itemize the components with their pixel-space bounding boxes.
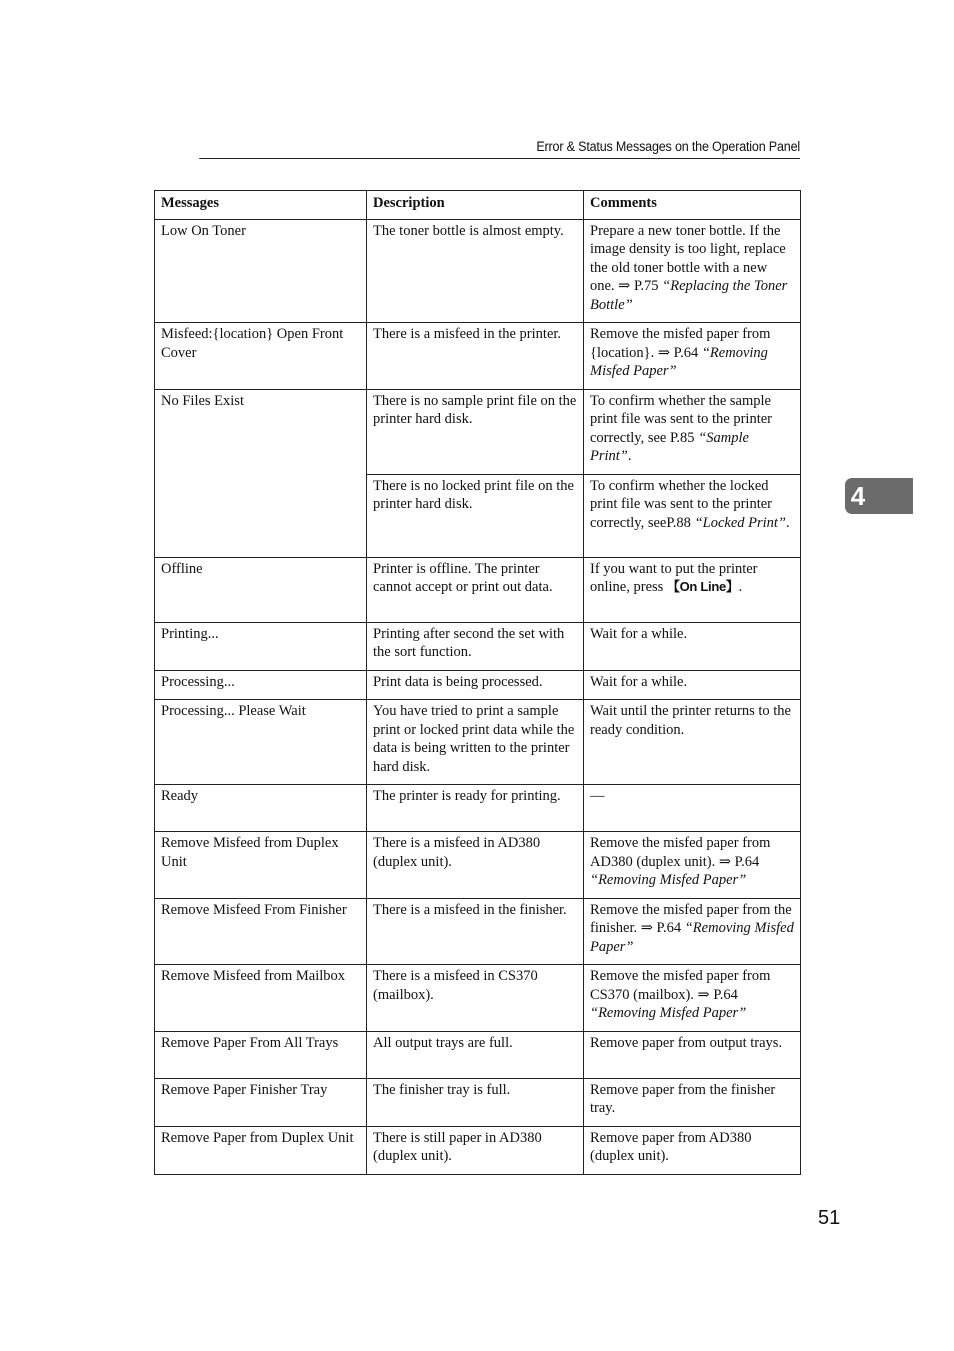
comment-cell: Wait for a while. — [584, 670, 801, 700]
comment-reference: “Replacing the Toner Bottle” — [590, 278, 788, 313]
description-cell: The toner bottle is almost empty. — [367, 219, 584, 323]
comment-text: If you want to put the printer online, press — [590, 560, 758, 595]
table-row — [155, 323, 801, 390]
comment-cell — [584, 898, 801, 965]
description-cell: There is a misfeed in CS370 (mailbox). — [367, 965, 584, 1032]
comment-tail: . — [786, 514, 790, 531]
table-row — [155, 965, 801, 1032]
comment-text: To confirm whether the sample print file was sent to the printer correctly, see P.85 — [590, 392, 773, 446]
message-cell: Remove Misfeed From Finisher — [155, 898, 367, 965]
description-cell: There is a misfeed in the finisher. — [367, 898, 584, 965]
description-cell: The printer is ready for printing. — [367, 785, 584, 832]
comment-cell: Remove paper from output trays. — [584, 1031, 801, 1078]
comment-cell: Remove paper from AD380 (duplex unit). — [584, 1126, 801, 1174]
comment-cell: Wait until the printer returns to the ready condition. — [584, 700, 801, 785]
message-cell: Remove Paper Finisher Tray — [155, 1078, 367, 1126]
comment-cell — [584, 323, 801, 390]
message-cell: Printing... — [155, 622, 367, 670]
description-cell: The finisher tray is full. — [367, 1078, 584, 1126]
column-header-messages: Messages — [155, 191, 367, 220]
description-cell: Printer is offline. The printer cannot accept or print out data. — [367, 557, 584, 622]
description-cell: There is no sample print file on the printer hard disk. — [367, 389, 584, 474]
page-number: 51 — [818, 1207, 841, 1229]
message-cell: Processing... — [155, 670, 367, 700]
table-row — [155, 898, 801, 965]
description-cell: You have tried to print a sample print or locked print data while the data is being written to the printer hard disk. — [367, 700, 584, 785]
running-header: Error & Status Messages on the Operation Panel — [199, 138, 800, 159]
comment-text: Remove the misfed paper from CS370 (mailbox). ⇒ P.64 — [590, 968, 771, 1003]
comment-text: Remove the misfed paper from the finisher. ⇒ P.64 — [590, 901, 792, 936]
comment-reference: “Removing Misfed Paper” — [590, 1005, 747, 1021]
table-row — [155, 389, 801, 474]
chapter-number: 4 — [850, 481, 866, 511]
comment-cell: — — [584, 785, 801, 832]
comment-cell: Wait for a while. — [584, 622, 801, 670]
message-cell: Remove Misfeed from Duplex Unit — [155, 832, 367, 899]
comment-cell — [584, 474, 801, 557]
table-row — [155, 785, 801, 832]
comment-reference: “Sample Print” — [590, 429, 749, 464]
table-row — [155, 1031, 801, 1078]
comment-text: To confirm whether the locked print file was sent to the printer correctly, seeP.88 — [590, 477, 773, 531]
table-row — [155, 622, 801, 670]
comment-cell — [584, 832, 801, 899]
comment-cell — [584, 965, 801, 1032]
table-row — [155, 557, 801, 622]
comment-cell — [584, 389, 801, 474]
message-cell: Remove Misfeed from Mailbox — [155, 965, 367, 1032]
table-header-row — [155, 191, 801, 220]
column-header-description: Description — [367, 191, 584, 220]
comment-reference: “Locked Print” — [694, 514, 786, 531]
comment-text: Prepare a new toner bottle. If the image density is too light, replace the old toner bottle with a new one. ⇒ P.75 — [590, 222, 786, 294]
comment-cell — [584, 219, 801, 323]
message-cell: Remove Paper from Duplex Unit — [155, 1126, 367, 1174]
chapter-tab — [845, 478, 913, 514]
comment-cell — [584, 557, 801, 622]
table-row — [155, 670, 801, 700]
comment-text: Remove the misfed paper from {location}. ⇒ P.64 — [590, 326, 771, 361]
message-cell: Low On Toner — [155, 219, 367, 323]
comment-cell: Remove paper from the finisher tray. — [584, 1078, 801, 1126]
table-row — [155, 700, 801, 785]
comment-tail: . — [627, 448, 632, 464]
on-line-key-label: 【On Line】 — [666, 579, 739, 594]
description-cell: There is a misfeed in the printer. — [367, 323, 584, 390]
description-cell: Printing after second the set with the sort function. — [367, 622, 584, 670]
message-cell: No Files Exist — [155, 389, 367, 557]
description-cell: There is a misfeed in AD380 (duplex unit). — [367, 832, 584, 899]
description-cell: There is still paper in AD380 (duplex unit). — [367, 1126, 584, 1174]
message-cell: Offline — [155, 557, 367, 622]
message-cell: Misfeed:{location} Open Front Cover — [155, 323, 367, 390]
description-cell: All output trays are full. — [367, 1031, 584, 1078]
table-row — [155, 1078, 801, 1126]
comment-tail: . — [738, 579, 743, 595]
message-cell: Ready — [155, 785, 367, 832]
message-cell: Remove Paper From All Trays — [155, 1031, 367, 1078]
column-header-comments: Comments — [584, 191, 801, 220]
messages-table — [154, 190, 801, 1175]
description-cell: There is no locked print file on the printer hard disk. — [367, 474, 584, 557]
comment-reference: “Removing Misfed Paper” — [590, 344, 768, 379]
comment-reference: “Removing Misfed Paper” — [590, 920, 794, 955]
message-cell: Processing... Please Wait — [155, 700, 367, 785]
comment-reference: “Removing Misfed Paper” — [590, 872, 747, 888]
table-row — [155, 219, 801, 323]
description-cell: Print data is being processed. — [367, 670, 584, 700]
comment-text: Remove the misfed paper from AD380 (duplex unit). ⇒ P.64 — [590, 835, 771, 870]
table-row — [155, 832, 801, 899]
table-row — [155, 1126, 801, 1174]
